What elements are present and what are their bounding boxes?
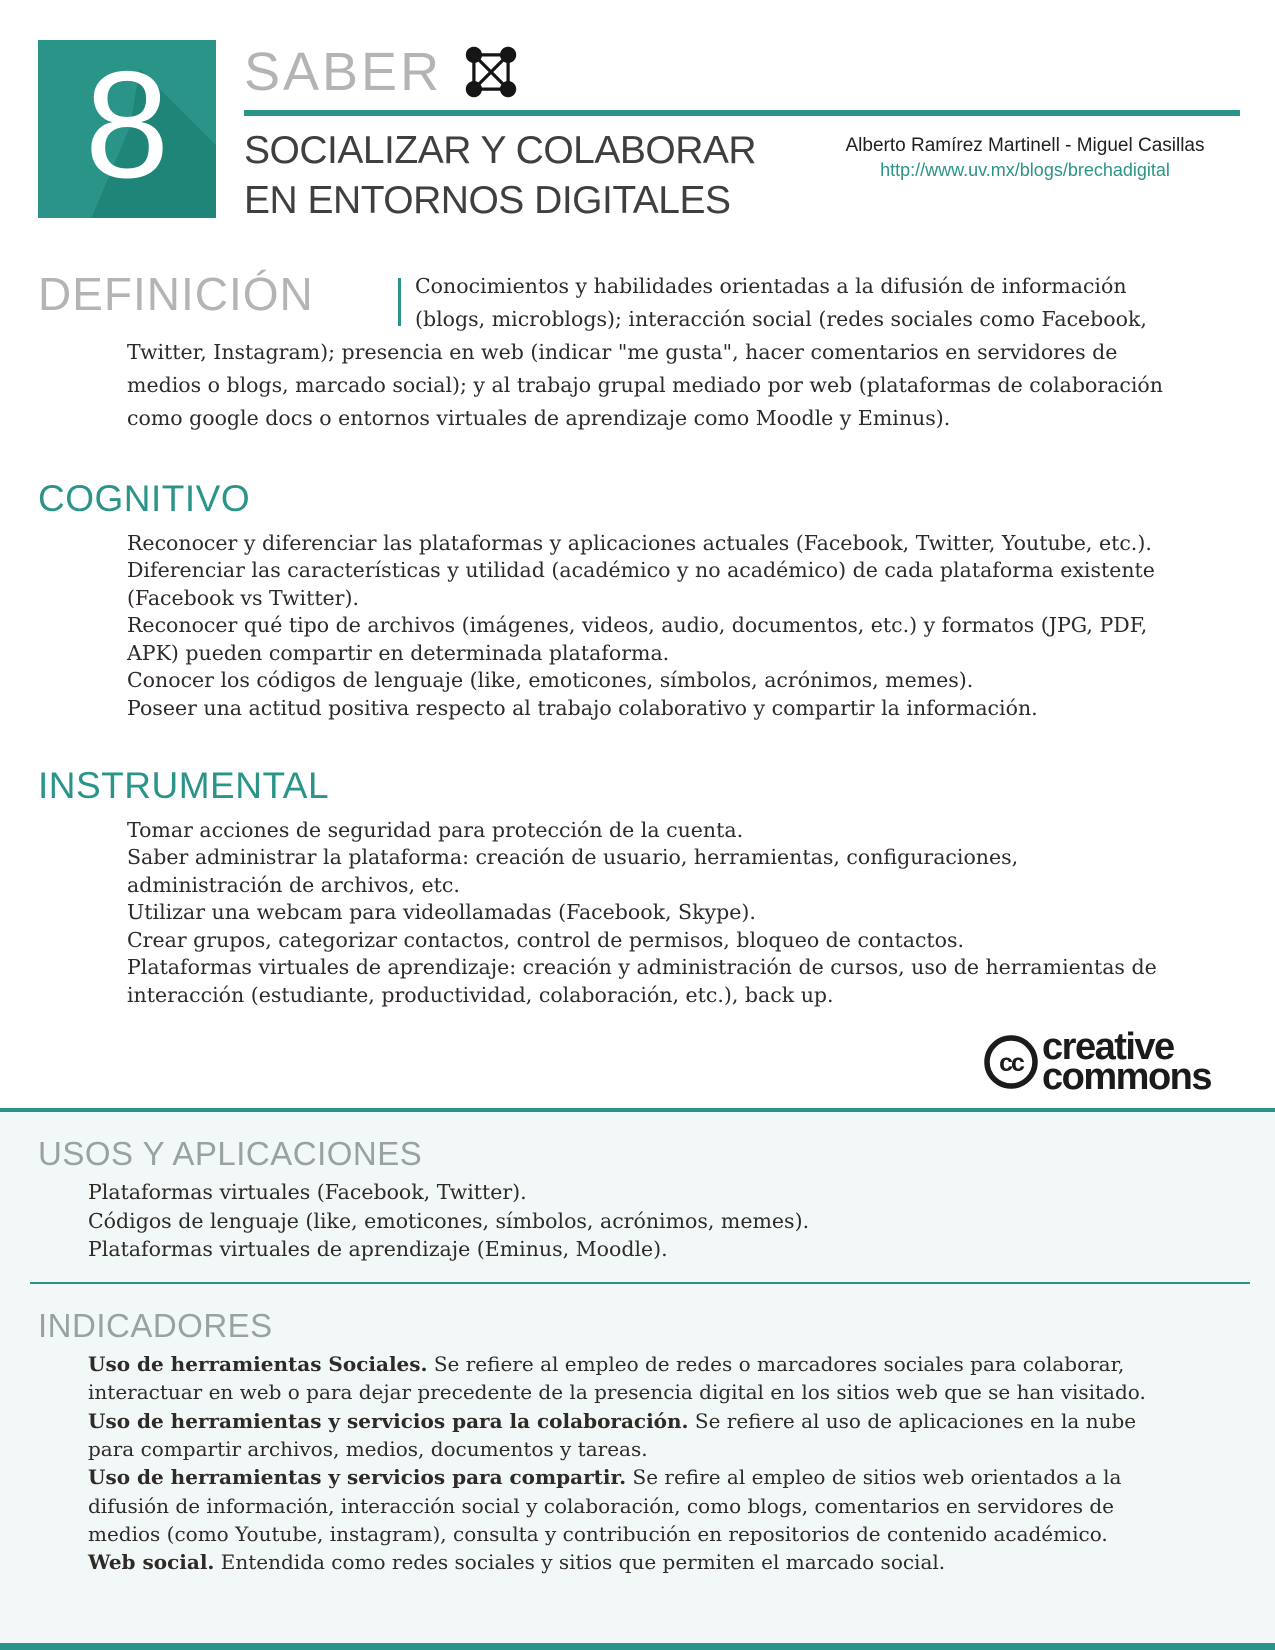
cognitivo-item: Diferenciar las características y utilidad (académico y no académico) de cada plataforma existente (Facebook vs Twitter). <box>127 558 1155 610</box>
indicadores-heading: INDICADORES <box>38 1306 273 1344</box>
indicadores-list <box>88 1350 1187 1576</box>
saber-number-badge <box>38 40 216 218</box>
indicador-item <box>88 1463 1187 1548</box>
page-title-line1: SOCIALIZAR Y COLABORAR <box>244 129 757 172</box>
definicion-heading: DEFINICIÓN <box>38 268 314 320</box>
definicion-divider-bar <box>398 278 401 326</box>
cognitivo-item: Reconocer qué tipo de archivos (imágenes, videos, audio, documentos, etc.) y formatos (JPG, PDF, APK) pueden compartir en determinada plataforma. <box>127 613 1148 665</box>
indicador-text: Se refiere al empleo de redes o marcadores sociales para colaborar, interactuar en web o para dejar precedente de la presencia digital en los sitios web que se han visitado. <box>88 1352 1146 1405</box>
saber-number: 8 <box>84 40 170 210</box>
svg-text:cc: cc <box>999 1049 1023 1077</box>
page-title <box>244 126 810 226</box>
indicador-term: Uso de herramientas y servicios para la colaboración. <box>88 1408 689 1433</box>
header-main <box>216 40 1275 226</box>
bottom-accent-bar <box>0 1643 1275 1650</box>
usos-item: Plataformas virtuales de aprendizaje (Eminus, Moodle). <box>88 1237 668 1262</box>
title-row <box>244 126 1240 226</box>
instrumental-item: Crear grupos, categorizar contactos, control de permisos, bloqueo de contactos. <box>127 927 965 952</box>
definicion-text-body: Conocimientos y habilidades orientadas a la difusión de información (blogs, microblogs); interacción social (redes sociales como Facebook, Twitter, Instagram); presencia en web (indicar "me gusta", hacer comentarios en servidores de medios o blogs, marcado social); y al trabajo grupal mediado por web (plataformas de colaboración como google docs o entornos virtuales de aprendizaje como Moodle y Eminus). <box>127 274 1163 430</box>
kicker-row <box>244 40 1240 104</box>
cc-icon <box>983 1034 1039 1090</box>
indicador-text: Se refiere al uso de aplicaciones en la nube para compartir archivos, medios, documentos y tareas. <box>88 1408 1137 1461</box>
indicador-term: Web social. <box>88 1550 215 1575</box>
cognitivo-item: Conocer los códigos de lenguaje (like, emoticones, símbolos, acrónimos, memes). <box>127 668 974 693</box>
page-title-line2: EN ENTORNOS DIGITALES <box>244 179 731 222</box>
cc-word-commons: commons <box>1042 1056 1211 1098</box>
indicador-text: Se refire al empleo de sitios web orientados a la difusión de información, interacción social y colaboración, como blogs, comentarios en servidores de medios (como Youtube, instagram), consulta y contribución en repositorios de contenido académico. <box>88 1465 1122 1546</box>
usos-item: Plataformas virtuales (Facebook, Twitter). <box>88 1180 527 1205</box>
network-icon <box>464 45 518 99</box>
cognitivo-item: Poseer una actitud positiva respecto al trabajo colaborativo y compartir la información. <box>127 695 1038 720</box>
bottom-band <box>0 1108 1275 1650</box>
usos-list <box>88 1178 1185 1264</box>
usos-item: Códigos de lenguaje (like, emoticones, símbolos, acrónimos, memes). <box>88 1208 810 1233</box>
indicador-item <box>88 1548 1187 1576</box>
indicador-item <box>88 1350 1187 1407</box>
definicion-section <box>0 270 1275 435</box>
header-rule <box>244 110 1240 116</box>
indicador-term: Uso de herramientas y servicios para compartir. <box>88 1465 627 1490</box>
authors: Alberto Ramírez Martinell - Miguel Casillas <box>845 135 1205 156</box>
site-url-link[interactable]: http://www.uv.mx/blogs/brechadigital <box>880 160 1170 180</box>
header <box>0 0 1275 226</box>
cognitivo-list <box>127 530 1175 723</box>
instrumental-section <box>0 766 1275 1009</box>
instrumental-heading: INSTRUMENTAL <box>38 765 330 807</box>
indicador-text: Entendida como redes sociales y sitios que permiten el marcado social. <box>220 1550 946 1575</box>
authors-block <box>810 126 1240 226</box>
instrumental-list <box>127 817 1175 1010</box>
section-divider <box>30 1282 1250 1284</box>
saber-kicker: SABER <box>244 42 443 102</box>
indicador-term: Uso de herramientas Sociales. <box>88 1352 428 1377</box>
cognitivo-section <box>0 479 1275 722</box>
creative-commons-logo <box>983 1026 1211 1098</box>
instrumental-item: Saber administrar la plataforma: creación de usuario, herramientas, configuraciones, administración de archivos, etc. <box>127 845 1019 897</box>
creative-commons-wordmark <box>1042 1026 1211 1098</box>
instrumental-item: Tomar acciones de seguridad para protección de la cuenta. <box>127 817 744 842</box>
cognitivo-heading: COGNITIVO <box>38 478 251 519</box>
instrumental-item: Utilizar una webcam para videollamadas (Facebook, Skype). <box>127 900 756 925</box>
instrumental-item: Plataformas virtuales de aprendizaje: creación y administración de cursos, uso de herramientas de interacción (estudiante, productividad, colaboración, etc.), back up. <box>127 955 1157 1007</box>
cc-word-creative: creative <box>1042 1026 1174 1068</box>
cognitivo-item: Reconocer y diferenciar las plataformas y aplicaciones actuales (Facebook, Twitter, Youtube, etc.). <box>127 530 1152 555</box>
usos-heading: USOS Y APLICACIONES <box>38 1135 423 1172</box>
indicador-item <box>88 1407 1187 1464</box>
